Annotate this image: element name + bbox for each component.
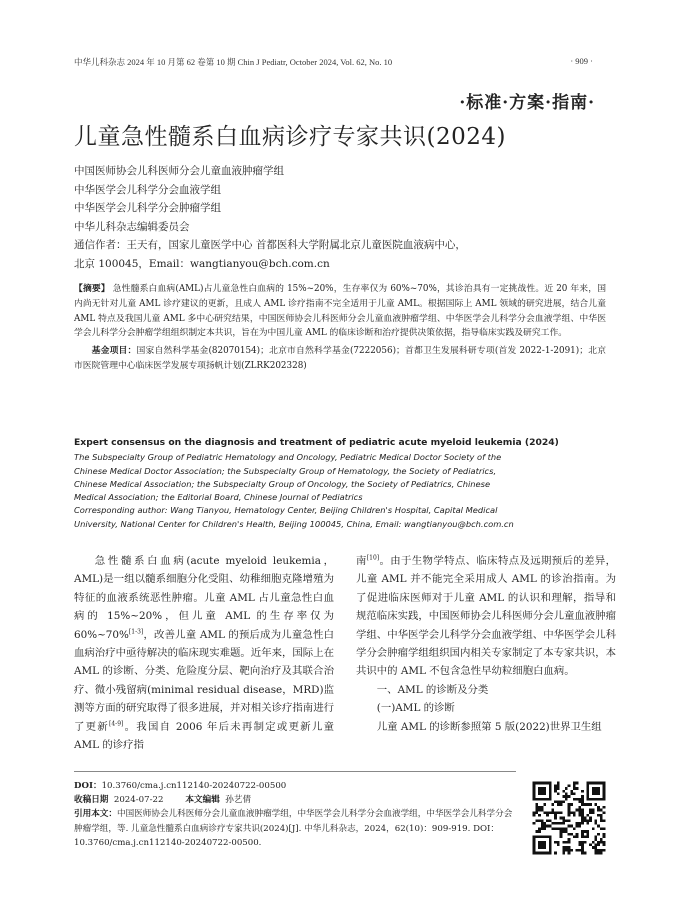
body-text: 急性髓系白血病(acute myeloid leukemia，AML)是一组以髓系细胞分化受阻、幼稚细胞克隆增殖为特征的血液系统恶性肿瘤。儿童 AML 占儿童急性白血病的 15%~20%，但儿童 AML 的生存率仅为 60%~70% — [74, 555, 334, 641]
reference-marker: [10] — [366, 554, 380, 562]
abstract-chinese — [74, 282, 606, 374]
page-number: · 909 · — [570, 56, 593, 66]
reference-marker: [1-3] — [128, 628, 144, 636]
body-text: ，改善儿童 AML 的预后成为儿童急性白血病治疗中亟待解决的临床现实难题。近年来，国际上在 AML 的诊断、分类、危险度分层、靶向治疗及其联合治疗、微小残留病(minimal residual disease，MRD)监测等方面的研究取得了很多进展，并对相关诊疗指南进行了更新 — [74, 628, 334, 733]
doi-label: DOI： — [74, 781, 102, 791]
author-list — [74, 162, 614, 274]
received-label: 收稿日期 — [74, 795, 109, 806]
author-line: 中华医学会儿科学分会血液学组 — [74, 183, 221, 196]
citation-label: 引用本文： — [74, 809, 117, 820]
doi-value: 10.3760/cma.j.cn112140-20240722-00500 — [101, 781, 287, 791]
funding-text: 国家自然科学基金(82070154)；北京市自然科学基金(7222056)；首都卫生发展科研专项(首发 2022-1-2091)；北京市医院管理中心临床医学发展专项扬帆计划(ZLRK202328) — [74, 346, 606, 371]
qr-code-icon — [530, 779, 608, 857]
article-footer — [74, 779, 520, 850]
abstract-body — [74, 282, 606, 341]
editor-name: 孙艺倩 — [225, 795, 252, 806]
funding — [74, 344, 606, 374]
english-author-line: The Subspecialty Group of Pediatric Hematology and Oncology, Pediatric Medical Doctor Society of the — [74, 452, 502, 463]
reference-marker: [4-9] — [109, 720, 124, 728]
editor-label: 本文编辑 — [185, 795, 220, 806]
abstract-english — [74, 436, 606, 531]
section-heading: 一、AML 的诊断及分类 — [376, 683, 489, 696]
abstract-text: 急性髓系白血病(AML)占儿童急性白血病的 15%~20%，生存率仅为 60%~70%，其诊治具有一定挑战性。近 20 年来，国内尚无针对儿童 AML 诊疗建议的更新，且成人 AML 诊疗指南不完全适用于儿童 AML。根据国际上 AML 领域的研究进展，结合儿童 AML 特点及我国儿童 AML 多中心研究结果，中国医师协会儿科医师分会儿童血液肿瘤学组、中华医学会儿科学分会血液学组、中华医学会儿科学分会肿瘤学组组织制定本共识，旨在为中国儿童 AML 的临床诊断和治疗提供决策依据，指导临床实践及研究工作。 — [74, 284, 606, 339]
body-paragraph: 儿童 AML 的诊断参照第 5 版(2022)世界卫生组 — [376, 720, 602, 733]
corresponding-author-address: 北京 100045，Email：wangtianyou@bch.com.cn — [74, 257, 330, 270]
citation-text: 中国医师协会儿科医师分会儿童血液肿瘤学组，中华医学会儿科学分会血液学组，中华医学会儿科学分会肿瘤学组，等. 儿童急性髓系白血病诊疗专家共识(2024)[J]. 中华儿科杂志，2024，62(10)：909-919. DOI：10.3760/cma.j.cn112140-20240722-00500. — [74, 809, 513, 848]
english-author-line: Medical Association; the Editorial Board, Chinese Journal of Pediatrics — [74, 492, 363, 503]
funding-label: 基金项目： — [91, 346, 137, 357]
body-column-left — [74, 552, 334, 754]
subsection-heading: (一)AML 的诊断 — [376, 702, 455, 715]
footer-divider — [74, 771, 516, 772]
received-date: 2024-07-22 — [113, 795, 164, 806]
column-tag: ·标准·方案·指南· — [459, 93, 595, 113]
body-text: 南 — [356, 555, 367, 567]
body-paragraph — [74, 552, 334, 754]
author-line: 中华儿科杂志编辑委员会 — [74, 220, 190, 233]
doi-line — [74, 779, 520, 793]
english-author-line: Chinese Medical Doctor Association; the Subspecialty Group of Hematology, the Society of Pediatrics, — [74, 465, 497, 476]
body-text: 。我国自 2006 年后未再制定或更新儿童 AML 的诊疗指 — [74, 720, 334, 752]
corresponding-author: 通信作者：王天有，国家儿童医学中心 首都医科大学附属北京儿童医院血液病中心， — [74, 239, 466, 252]
citation — [74, 807, 520, 850]
english-corresponding-line: University, National Center for Children's Health, Beijing 100045, China, Email: wangtianyou@bch.com.cn — [74, 518, 514, 529]
body-paragraph — [356, 552, 616, 681]
dates-line — [74, 793, 520, 807]
body-column-right — [356, 552, 616, 736]
english-author-line: Chinese Medical Association; the Subspecialty Group of Oncology, the Society of Pediatrics, Chinese — [74, 478, 491, 489]
body-text: 。由于生物学特点、临床特点及远期预后的差异，儿童 AML 并不能完全采用成人 AML 的诊治指南。为了促进临床医师对于儿童 AML 的认识和理解，指导和规范临床实践，中国医师协会儿科医师分会儿童血液肿瘤学组、中华医学会儿科学分会血液学组、中华医学会儿科学分会肿瘤学组组织国内相关专家制定了本专家共识，本共识中的 AML 不包含急性早幼粒细胞白血病。 — [356, 555, 617, 678]
english-corresponding-line: Corresponding author: Wang Tianyou, Hematology Center, Beijing Children's Hospital, Capital Medical — [74, 505, 498, 516]
author-line: 中国医师协会儿科医师分会儿童血液肿瘤学组 — [74, 165, 284, 177]
article-title: 儿童急性髓系白血病诊疗专家共识(2024) — [74, 124, 506, 150]
abstract-label: 【摘要】 — [74, 284, 110, 294]
author-line: 中华医学会儿科学分会肿瘤学组 — [74, 202, 221, 215]
english-title: Expert consensus on the diagnosis and treatment of pediatric acute myeloid leukemia (2024) — [74, 437, 559, 448]
running-head-journal: 中华儿科杂志 2024 年 10 月第 62 卷第 10 期 Chin J Pediatr, October 2024, Vol. 62, No. 10 — [74, 57, 393, 67]
